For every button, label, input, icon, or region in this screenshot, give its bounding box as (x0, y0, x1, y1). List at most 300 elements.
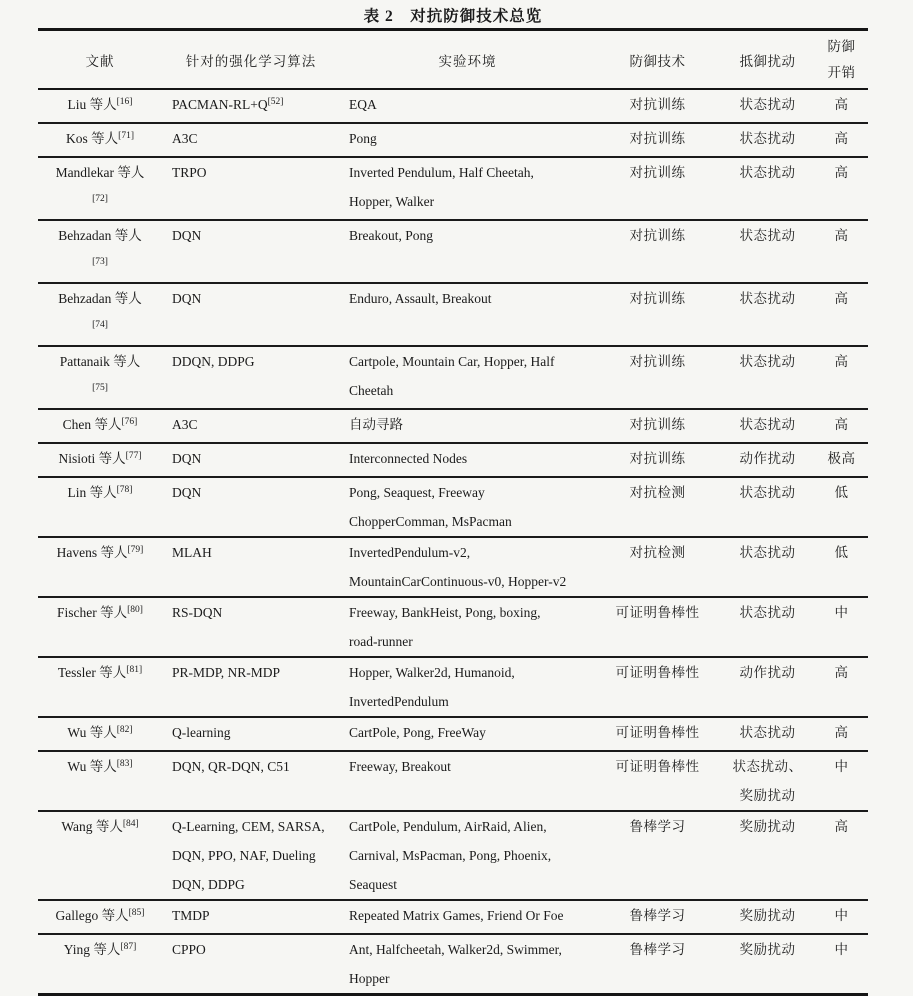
citation-superscript: [74] (92, 320, 108, 330)
reference-name (38, 124, 162, 156)
defense-technique-cell (595, 90, 720, 119)
reference-name (38, 478, 162, 510)
perturbation-line: 奖励扰动 (739, 819, 796, 834)
perturbation-line: 状态扰动 (739, 354, 796, 369)
defense-technique-text: 鲁棒学习 (629, 819, 686, 834)
table-row (38, 410, 868, 444)
algorithm-cell (162, 444, 340, 473)
reference-name (38, 752, 162, 784)
cost-cell (815, 284, 868, 313)
algorithm-cell (162, 90, 340, 122)
citation-superscript: [75] (92, 383, 108, 393)
defense-technique-text: 可证明鲁棒性 (615, 605, 700, 620)
perturbation-line: 奖励扰动 (739, 908, 796, 923)
cost-text: 低 (834, 485, 849, 500)
algorithm-text: A3C (172, 417, 198, 432)
reference-name (38, 221, 162, 250)
defense-technique-text: 对抗训练 (629, 165, 686, 180)
cost-text: 中 (834, 605, 849, 620)
reference-name-text: Tessler 等人 (57, 665, 127, 680)
perturbation-line: 状态扰动 (739, 545, 796, 560)
cost-cell (815, 90, 868, 119)
defense-technique-cell (595, 221, 720, 250)
perturbation-line: 状态扰动 (739, 291, 796, 306)
reference-cell (38, 658, 162, 690)
algorithm-line (172, 598, 340, 627)
environment-line: EQA (349, 97, 377, 112)
column-header-label: 实验环境 (438, 53, 497, 69)
table-row (38, 598, 868, 658)
reference-name (38, 901, 162, 933)
perturbation-line: 状态扰动 (739, 485, 796, 500)
perturbation-line: 状态扰动 (739, 97, 796, 112)
citation-superscript: [81] (126, 665, 143, 675)
environment-cell (340, 935, 595, 993)
reference-name (38, 347, 162, 376)
algorithm-cell (162, 935, 340, 964)
perturbation-line: 动作扰动 (739, 451, 796, 466)
column-header-algorithm (162, 31, 340, 88)
perturbation-cell (720, 752, 815, 810)
cost-cell (815, 658, 868, 687)
environment-line: Hopper, Walker (349, 194, 435, 209)
cost-text: 中 (834, 942, 849, 957)
reference-cell (38, 901, 162, 933)
perturbation-cell (720, 901, 815, 930)
reference-name (38, 658, 162, 690)
reference-name-text: Fischer 等人 (57, 605, 128, 620)
defense-technique-text: 可证明鲁棒性 (615, 665, 700, 680)
perturbation-line: 状态扰动 (739, 228, 796, 243)
defense-technique-cell (595, 478, 720, 507)
environment-cell (340, 752, 595, 781)
cost-cell (815, 444, 868, 473)
environment-line: Cartpole, Mountain Car, Hopper, Half (349, 354, 555, 369)
environment-line: Inverted Pendulum, Half Cheetah, (349, 165, 534, 180)
environment-cell (340, 478, 595, 536)
citation-superscript: [73] (92, 257, 108, 267)
table-row (38, 718, 868, 752)
environment-line: Cheetah (349, 383, 394, 398)
table-row (38, 538, 868, 598)
reference-name-text: Lin 等人 (67, 485, 117, 500)
column-header-label: 针对的强化学习算法 (185, 53, 317, 69)
reference-name (38, 538, 162, 570)
environment-cell (340, 658, 595, 716)
environment-line: Breakout, Pong (349, 228, 433, 243)
algorithm-cell (162, 478, 340, 507)
cost-cell (815, 158, 868, 187)
defense-technique-cell (595, 538, 720, 567)
citation-superscript: [82] (116, 725, 133, 735)
environment-line: Carnival, MsPacman, Pong, Phoenix, (349, 848, 552, 863)
reference-cell (38, 598, 162, 630)
reference-name-text: Ying 等人 (63, 942, 121, 957)
defense-overview-table (38, 28, 868, 996)
reference-name-text: Wang 等人 (61, 819, 123, 834)
citation-superscript: [72] (92, 194, 108, 204)
table-row (38, 478, 868, 538)
reference-cell (38, 935, 162, 967)
defense-technique-text: 对抗检测 (629, 545, 686, 560)
defense-technique-cell (595, 598, 720, 627)
algorithm-line (172, 124, 340, 153)
column-header-label: 文献 (85, 53, 115, 69)
environment-line: CartPole, Pendulum, AirRaid, Alien, (349, 819, 547, 834)
environment-cell (340, 347, 595, 405)
algorithm-line (172, 538, 340, 567)
algorithm-text: PACMAN-RL+Q (172, 97, 268, 112)
defense-technique-text: 可证明鲁棒性 (615, 725, 700, 740)
cost-cell (815, 221, 868, 250)
algorithm-cell (162, 598, 340, 627)
environment-cell (340, 90, 595, 119)
perturbation-line: 动作扰动 (739, 665, 796, 680)
column-header-reference (38, 31, 162, 88)
reference-cell (38, 812, 162, 844)
reference-cell (38, 718, 162, 750)
algorithm-cell (162, 347, 340, 376)
reference-cell (38, 158, 162, 219)
perturbation-cell (720, 347, 815, 376)
perturbation-line: 奖励扰动 (739, 788, 796, 803)
environment-line: Interconnected Nodes (349, 451, 468, 466)
environment-line: Repeated Matrix Games, Friend Or Foe (349, 908, 564, 923)
defense-technique-text: 对抗检测 (629, 485, 686, 500)
algorithm-text: TMDP (172, 908, 210, 923)
citation-superscript: [77] (125, 451, 142, 461)
environment-line: CartPole, Pong, FreeWay (349, 725, 486, 740)
reference-name-text: Chen 等人 (62, 417, 122, 432)
environment-cell (340, 221, 595, 250)
perturbation-cell (720, 478, 815, 507)
defense-technique-cell (595, 752, 720, 781)
cost-text: 中 (834, 908, 849, 923)
citation-superscript: [83] (116, 759, 133, 769)
citation-superscript: [52] (267, 97, 284, 107)
algorithm-text: DQN, DDPG (172, 877, 245, 892)
perturbation-line: 状态扰动 (739, 165, 796, 180)
algorithm-line (172, 478, 340, 507)
algorithm-text: DQN, PPO, NAF, Dueling (172, 848, 316, 863)
reference-cell (38, 221, 162, 282)
reference-name (38, 284, 162, 313)
reference-name (38, 598, 162, 630)
algorithm-cell (162, 901, 340, 930)
environment-line: Pong, Seaquest, Freeway (349, 485, 485, 500)
reference-name (38, 812, 162, 844)
citation-superscript: [71] (118, 131, 134, 141)
environment-line: Hopper, Walker2d, Humanoid, (349, 665, 515, 680)
environment-line: MountainCarContinuous-v0, Hopper-v2 (349, 574, 567, 589)
column-header-perturbation (720, 31, 815, 88)
table-row (38, 284, 868, 347)
environment-cell (340, 598, 595, 656)
environment-line: Freeway, Breakout (349, 759, 451, 774)
algorithm-text: CPPO (172, 942, 206, 957)
table-row (38, 347, 868, 410)
citation-superscript: [87] (120, 942, 137, 952)
cost-cell (815, 124, 868, 153)
environment-cell (340, 538, 595, 596)
perturbation-line: 状态扰动 (739, 131, 796, 146)
algorithm-text: MLAH (172, 545, 212, 560)
environment-line: Hopper (349, 971, 390, 986)
defense-technique-text: 鲁棒学习 (629, 908, 686, 923)
algorithm-line (172, 347, 340, 376)
reference-name (38, 935, 162, 967)
reference-name-text: Nisioti 等人 (58, 451, 126, 466)
defense-technique-cell (595, 812, 720, 841)
defense-technique-cell (595, 347, 720, 376)
perturbation-line: 状态扰动 (739, 605, 796, 620)
perturbation-cell (720, 158, 815, 187)
environment-cell (340, 812, 595, 899)
algorithm-cell (162, 812, 340, 899)
reference-name (38, 718, 162, 750)
algorithm-cell (162, 284, 340, 313)
perturbation-cell (720, 658, 815, 687)
cost-text: 高 (834, 228, 849, 243)
citation-superscript: [85] (128, 908, 145, 918)
column-header-label: 防御开销 (827, 38, 856, 80)
environment-cell (340, 284, 595, 313)
reference-cell (38, 444, 162, 476)
table-caption: 表 2 对抗防御技术总览 (363, 8, 543, 25)
defense-technique-cell (595, 124, 720, 153)
algorithm-line (172, 752, 340, 781)
environment-line: Seaquest (349, 877, 397, 892)
table-row (38, 158, 868, 221)
environment-line: InvertedPendulum-v2, (349, 545, 471, 560)
perturbation-line: 状态扰动、 (732, 759, 803, 774)
environment-line: Enduro, Assault, Breakout (349, 291, 492, 306)
reference-name-text: Pattanaik 等人 (59, 354, 141, 369)
defense-technique-cell (595, 444, 720, 473)
environment-cell (340, 444, 595, 473)
perturbation-cell (720, 812, 815, 841)
cost-cell (815, 901, 868, 930)
reference-cell (38, 347, 162, 408)
perturbation-cell (720, 538, 815, 567)
cost-cell (815, 812, 868, 841)
algorithm-line (172, 658, 340, 687)
perturbation-cell (720, 718, 815, 747)
defense-technique-cell (595, 718, 720, 747)
algorithm-line (172, 90, 340, 122)
defense-technique-text: 对抗训练 (629, 97, 686, 112)
perturbation-cell (720, 410, 815, 439)
algorithm-line (172, 901, 340, 930)
algorithm-text: A3C (172, 131, 198, 146)
algorithm-text: PR-MDP, NR-MDP (172, 665, 281, 680)
defense-technique-cell (595, 901, 720, 930)
environment-cell (340, 901, 595, 930)
reference-name (38, 410, 162, 442)
paper-page (38, 0, 868, 996)
environment-line: 自动寻路 (349, 417, 403, 432)
table-row (38, 90, 868, 124)
perturbation-cell (720, 90, 815, 119)
environment-line: Ant, Halfcheetah, Walker2d, Swimmer, (349, 942, 562, 957)
reference-name (38, 90, 162, 122)
algorithm-text: Q-learning (172, 725, 231, 740)
algorithm-text: RS-DQN (172, 605, 223, 620)
environment-line: road-runner (349, 634, 413, 649)
reference-cell (38, 90, 162, 122)
reference-name-text: Wu 等人 (67, 759, 117, 774)
table-row (38, 658, 868, 718)
cost-text: 高 (834, 131, 849, 146)
perturbation-cell (720, 124, 815, 153)
defense-technique-cell (595, 410, 720, 439)
reference-cell (38, 124, 162, 156)
defense-technique-text: 对抗训练 (629, 451, 686, 466)
algorithm-cell (162, 124, 340, 153)
algorithm-cell (162, 752, 340, 781)
algorithm-text: DQN, QR-DQN, C51 (172, 759, 290, 774)
cost-text: 低 (834, 545, 849, 560)
reference-name-text: Behzadan 等人 (58, 228, 142, 243)
algorithm-line (172, 870, 340, 899)
defense-technique-cell (595, 158, 720, 187)
table-row (38, 812, 868, 901)
reference-cell (38, 752, 162, 784)
citation-superscript: [76] (121, 417, 138, 427)
defense-technique-text: 对抗训练 (629, 228, 686, 243)
reference-cell (38, 410, 162, 442)
citation-superscript: [78] (116, 485, 133, 495)
defense-technique-text: 对抗训练 (629, 291, 686, 306)
cost-cell (815, 598, 868, 627)
algorithm-line (172, 410, 340, 439)
defense-technique-text: 鲁棒学习 (629, 942, 686, 957)
cost-cell (815, 478, 868, 507)
algorithm-line (172, 158, 340, 187)
cost-text: 高 (834, 725, 849, 740)
cost-text: 高 (834, 354, 849, 369)
algorithm-text: DQN (172, 291, 202, 306)
algorithm-line (172, 841, 340, 870)
algorithm-text: Q-Learning, CEM, SARSA, (172, 819, 325, 834)
algorithm-cell (162, 538, 340, 567)
environment-line: InvertedPendulum (349, 694, 449, 709)
perturbation-cell (720, 221, 815, 250)
perturbation-cell (720, 284, 815, 313)
algorithm-text: TRPO (172, 165, 207, 180)
algorithm-cell (162, 718, 340, 747)
algorithm-cell (162, 221, 340, 250)
table-header-row (38, 31, 868, 90)
column-header-cost (815, 31, 868, 88)
reference-name-text: Mandlekar 等人 (55, 165, 145, 180)
environment-cell (340, 718, 595, 747)
cost-text: 高 (834, 417, 849, 432)
cost-cell (815, 935, 868, 964)
table-body (38, 90, 868, 993)
cost-cell (815, 538, 868, 567)
environment-cell (340, 158, 595, 216)
column-header-defense-technique (595, 31, 720, 88)
environment-line: ChopperComman, MsPacman (349, 514, 512, 529)
cost-text: 高 (834, 819, 849, 834)
environment-line: Freeway, BankHeist, Pong, boxing, (349, 605, 541, 620)
defense-technique-cell (595, 935, 720, 964)
cost-cell (815, 718, 868, 747)
algorithm-line (172, 812, 340, 841)
reference-name (38, 158, 162, 187)
reference-cell (38, 284, 162, 345)
perturbation-line: 奖励扰动 (739, 942, 796, 957)
column-header-label: 抵御扰动 (739, 53, 796, 69)
algorithm-line (172, 444, 340, 473)
defense-technique-text: 对抗训练 (629, 131, 686, 146)
algorithm-line (172, 935, 340, 964)
citation-line (38, 187, 162, 219)
algorithm-text: DQN (172, 228, 202, 243)
reference-name-text: Liu 等人 (67, 97, 117, 112)
citation-superscript: [80] (127, 605, 143, 615)
environment-cell (340, 124, 595, 153)
algorithm-line (172, 718, 340, 747)
cost-text: 高 (834, 165, 849, 180)
algorithm-line (172, 221, 340, 250)
perturbation-line: 状态扰动 (739, 725, 796, 740)
table-row (38, 444, 868, 478)
algorithm-text: DQN (172, 485, 202, 500)
perturbation-cell (720, 444, 815, 473)
table-row (38, 124, 868, 158)
cost-text: 中 (834, 759, 849, 774)
perturbation-cell (720, 935, 815, 964)
defense-technique-text: 对抗训练 (629, 354, 686, 369)
reference-cell (38, 538, 162, 570)
algorithm-cell (162, 658, 340, 687)
reference-name (38, 444, 162, 476)
defense-technique-text: 对抗训练 (629, 417, 686, 432)
perturbation-cell (720, 598, 815, 627)
citation-superscript: [79] (127, 545, 144, 555)
reference-name-text: Behzadan 等人 (58, 291, 142, 306)
citation-line (38, 376, 162, 408)
reference-name-text: Gallego 等人 (55, 908, 129, 923)
perturbation-line: 状态扰动 (739, 417, 796, 432)
table-row (38, 901, 868, 935)
cost-text: 高 (834, 291, 849, 306)
table-row (38, 935, 868, 993)
cost-cell (815, 410, 868, 439)
environment-line: Pong (349, 131, 377, 146)
table-row (38, 221, 868, 284)
cost-text: 高 (834, 665, 849, 680)
reference-name-text: Wu 等人 (67, 725, 117, 740)
cost-cell (815, 752, 868, 781)
algorithm-line (172, 284, 340, 313)
reference-name-text: Havens 等人 (56, 545, 128, 560)
algorithm-text: DDQN, DDPG (172, 354, 255, 369)
environment-cell (340, 410, 595, 439)
citation-line (38, 250, 162, 282)
reference-name-text: Kos 等人 (66, 131, 119, 146)
defense-technique-text: 可证明鲁棒性 (615, 759, 700, 774)
defense-technique-cell (595, 284, 720, 313)
cost-text: 高 (834, 97, 849, 112)
algorithm-text: DQN (172, 451, 202, 466)
reference-cell (38, 478, 162, 510)
cost-text: 极高 (827, 451, 856, 466)
table-row (38, 752, 868, 812)
column-header-label: 防御技术 (629, 53, 686, 69)
